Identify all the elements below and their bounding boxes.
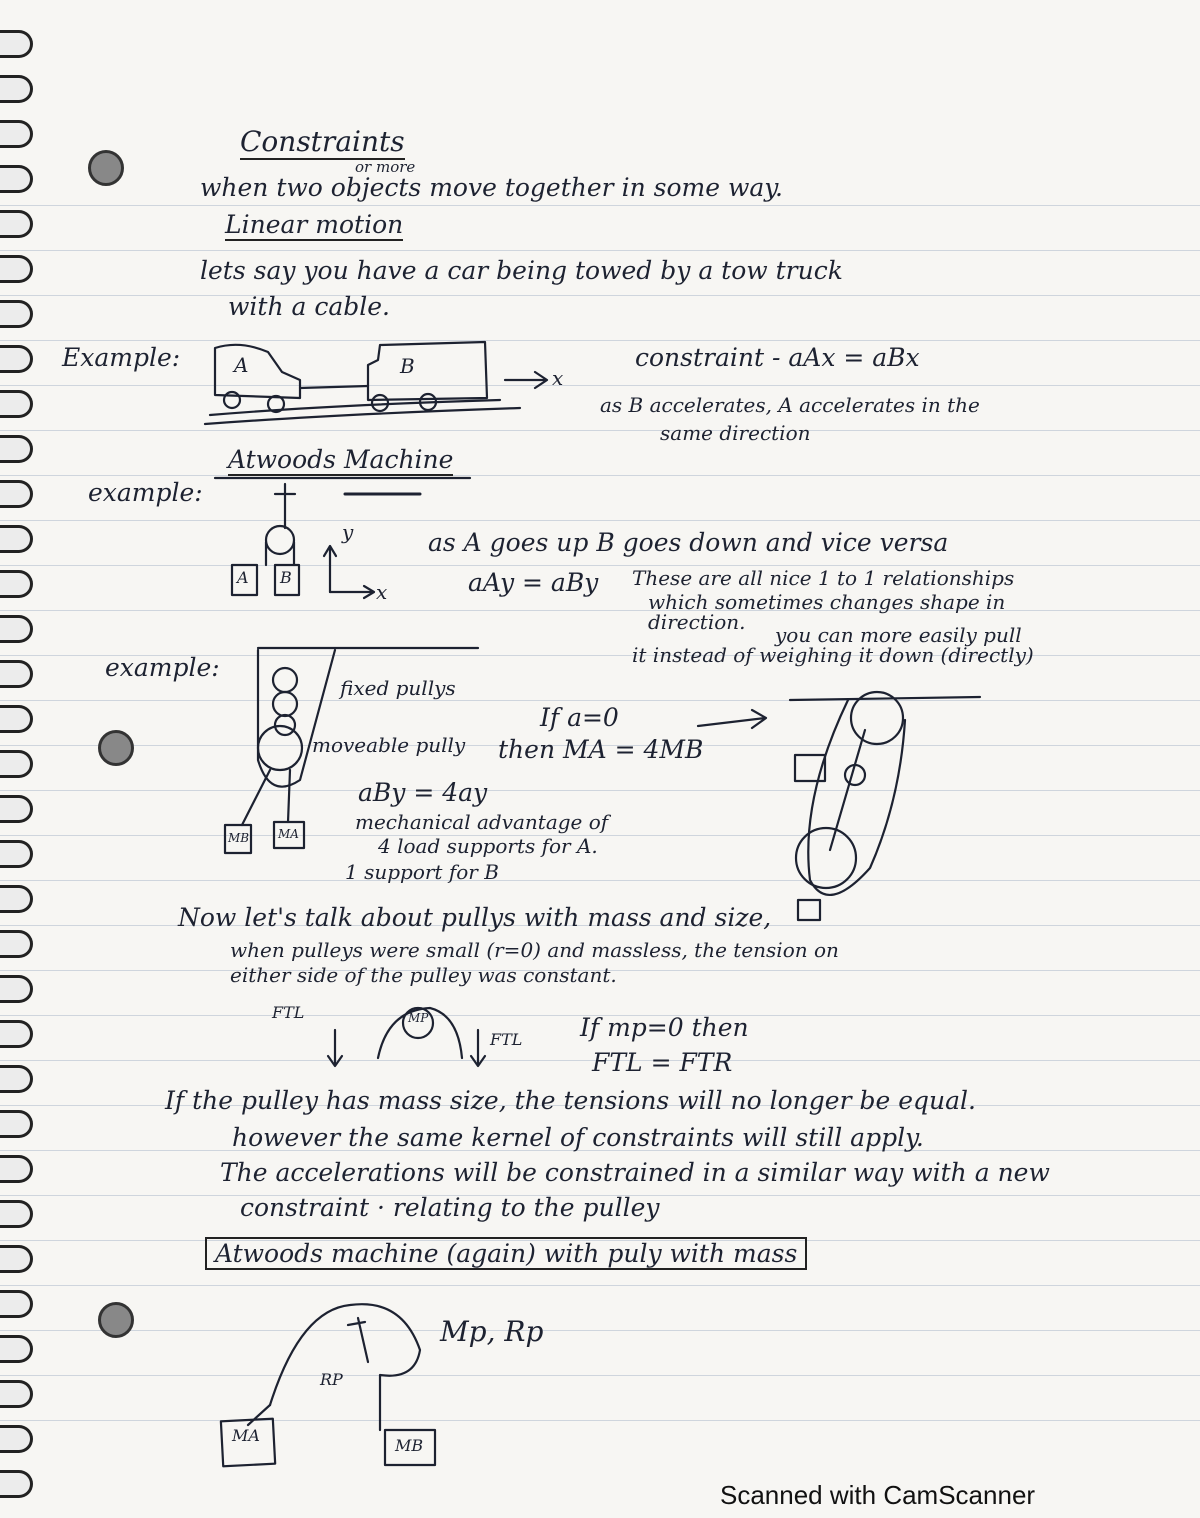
pulley-system-sketch (790, 692, 980, 920)
constraint-equation: constraint - aAx = aBx (635, 343, 920, 372)
example-2-label: example: (88, 478, 203, 507)
car-line-2: with a cable. (228, 292, 390, 321)
atwood-heading: Atwoods Machine (228, 445, 454, 474)
ftl-right-label: FTL (490, 1030, 523, 1049)
x-axis-label: x (552, 366, 564, 390)
camscanner-footer: Scanned with CamScanner (720, 1480, 1036, 1510)
block-b-label: B (280, 568, 292, 587)
direction-word: direction. (648, 610, 746, 634)
mb-mass-label: MB (395, 1436, 424, 1455)
block-a-label: A (237, 568, 249, 587)
notes-title: Constraints (240, 125, 405, 158)
if-a-zero: If a=0 (540, 703, 619, 732)
movable-pulley-label: moveable pully (312, 733, 466, 757)
nice-relationships: These are all nice 1 to 1 relationships (632, 566, 1015, 590)
a-by-equation: aBy = 4ay (358, 778, 488, 807)
as-b-accelerates: as B accelerates, A accelerates in the (600, 393, 980, 417)
atwood-again-box: Atwoods machine (again) with puly with mass (205, 1237, 807, 1270)
linear-motion-heading: Linear motion (225, 210, 404, 239)
line-two-objects: when two objects move together in some way. (200, 173, 783, 202)
however-line: however the same kernel of constraints will still apply. (232, 1123, 924, 1152)
tension-pulley-sketch (328, 1008, 485, 1066)
same-direction: same direction (660, 421, 811, 445)
fixed-pulleys-label: fixed pullys (340, 676, 456, 700)
car-line-1: lets say you have a car being towed by a tow truck (200, 256, 843, 285)
changes-shape: which sometimes changes shape in (648, 590, 1006, 614)
mb-block-label: MB (228, 831, 250, 845)
ma-block-label: MA (278, 827, 299, 841)
either-side-constant: either side of the pulley was constant. (230, 963, 617, 987)
constraint-relating: constraint · relating to the pulley (240, 1193, 660, 1222)
or-more-note: or more (355, 158, 416, 176)
pulley-mass-line: If the pulley has mass size, the tensions will no longer be equal. (165, 1086, 976, 1115)
when-pulleys-small: when pulleys were small (r=0) and massless, the tension on (230, 938, 839, 962)
mp-pulley-label: MP (408, 1011, 429, 1025)
easily-pull: you can more easily pull (775, 623, 1022, 647)
load-supports-a: 4 load supports for A. (378, 834, 598, 858)
as-a-goes-up: as A goes up B goes down and vice versa (428, 528, 949, 557)
example-3-label: example: (105, 653, 220, 682)
axis-y-label: y (342, 520, 354, 544)
ftl-equals-ftr: FTL = FTR (592, 1048, 733, 1077)
rp-label: RP (320, 1370, 343, 1389)
ftl-left-label: FTL (272, 1003, 305, 1022)
ma-mass-label: MA (232, 1426, 260, 1445)
support-b: 1 support for B (345, 860, 499, 884)
car-b-label: B (400, 354, 415, 378)
if-mp-zero: If mp=0 then (580, 1013, 749, 1042)
tow-truck-sketch (205, 342, 547, 424)
mechanical-advantage: mechanical advantage of (355, 810, 609, 834)
example-label: Example: (62, 343, 181, 372)
mp-rp-label: Mp, Rp (440, 1315, 544, 1348)
now-lets-talk: Now let's talk about pullys with mass and size, (178, 903, 772, 932)
accelerations-line: The accelerations will be constrained in a similar way with a new (220, 1158, 1050, 1187)
axis-x-label: x (376, 580, 388, 604)
instead-weighing: it instead of weighing it down (directly) (632, 643, 1034, 667)
a-ay-equation: aAy = aBy (468, 568, 599, 597)
then-ma-eq: then MA = 4MB (498, 735, 704, 764)
car-a-label: A (234, 353, 249, 377)
